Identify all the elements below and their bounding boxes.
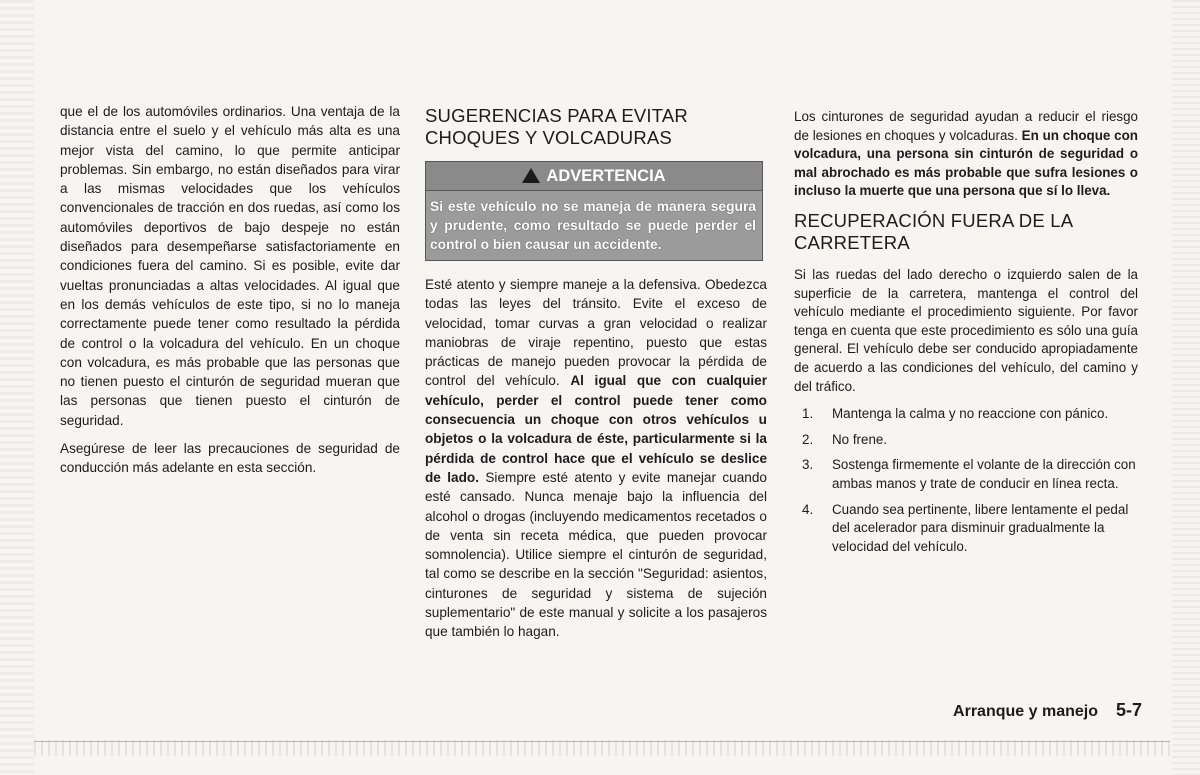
- col2-p1-normal: Esté atento y siempre maneje a la defensiva. Obedezca todas las leyes del tránsito. Evite el exceso de velocidad, tomar curvas a gran velocidad o realizar maniobras de viraje repentino, puesto que estas prácticas de manejo pueden provocar la pérdida de control del vehículo.: [425, 277, 767, 389]
- list-item: [794, 405, 1138, 424]
- step-number: 4.: [802, 501, 814, 517]
- col3-p1-bold: En un choque con volcadura, una persona sin cinturón de seguridad o mal abrochado es más probable que sufra lesiones o incluso la muerte que una persona que sí lo lleva.: [794, 127, 1138, 199]
- step-text: Cuando sea pertinente, libere lentamente el pedal del acelerador para disminuir gradualmente la velocidad del vehículo.: [832, 501, 1129, 554]
- col2-p1-bold: Al igual que con cualquier vehículo, perder el control puede tener como consecuencia un choque con otros vehículos u objetos o la volcadura de éste, particularmente si la pérdida de control hace que el vehículo se deslice de lado.: [425, 373, 767, 485]
- recovery-steps: [794, 405, 1138, 556]
- step-number: 2.: [802, 431, 814, 447]
- col2-paragraph-1: [425, 275, 767, 642]
- step-number: 1.: [802, 406, 814, 422]
- list-item: [794, 456, 1138, 493]
- col3-p1-normal: Los cinturones de seguridad ayudan a reducir el riesgo de lesiones en choques y volcaduras.: [794, 109, 1138, 143]
- warning-box: [425, 161, 763, 261]
- warning-triangle-icon: [522, 168, 540, 183]
- step-number: 3.: [802, 457, 814, 473]
- step-text: No frene.: [832, 431, 888, 447]
- warning-header: [425, 161, 763, 191]
- step-text: Sostenga firmemente el volante de la dirección con ambas manos y trate de conducir en línea recta.: [832, 457, 1136, 491]
- column-2: [425, 105, 767, 651]
- scan-edge-right: [1172, 0, 1200, 775]
- page-footer: [953, 700, 1142, 721]
- scan-edge-left: [0, 0, 34, 775]
- scan-edge-bottom: [34, 740, 1172, 756]
- column-3: [794, 108, 1138, 563]
- column-1: [60, 102, 400, 487]
- col1-paragraph-1: que el de los automóviles ordinarios. Una ventaja de la distancia entre el suelo y el vehículo más alta es una mejor vista del camino, lo que permite anticipar problemas. Sin embargo, no están diseñados para virar a las mismas velocidades que los vehículos convencionales de tracción en dos ruedas, así como los automóviles deportivos de bajo despeje no están diseñados para desempeñarse satisfactoriamente en condiciones fuera del camino. Si es posible, evite dar vueltas pronunciadas a altas velocidades. Al igual que en los demás vehículos de este tipo, si no lo maneja correctamente puede tener como resultado la pérdida de control o la volcadura del vehículo. En un choque con volcadura, es más probable que las personas que no tienen puesto el cinturón de seguridad mueran que las personas que tienen puesto el cinturón de seguridad.: [60, 104, 400, 428]
- list-item: [794, 501, 1138, 557]
- page-number: 5-7: [1115, 700, 1142, 720]
- step-text: Mantenga la calma y no reaccione con pánico.: [832, 406, 1109, 422]
- warning-text: Si este vehículo no se maneja de manera segura y prudente, como resultado se puede perder el control o bien causar un accidente.: [425, 191, 763, 261]
- col2-p1-rest: Siempre esté atento y evite manejar cuando esté cansado. Nunca menaje bajo la influencia del alcohol o drogas (incluyendo medicamentos recetados o de venta sin receta médica, que pueden provocar somnolencia). Utilice siempre el cinturón de seguridad, tal como se describe en la sección "Seguridad: asientos, cinturones de seguridad y sistema de sujeción suplementario" de este manual y solicite a los pasajeros que también lo hagan.: [425, 469, 767, 640]
- list-item: [794, 431, 1138, 450]
- warning-title: ADVERTENCIA: [546, 167, 666, 185]
- col3-paragraph-1: [794, 108, 1138, 201]
- footer-section-title: Arranque y manejo: [953, 703, 1098, 720]
- section-heading-tips: SUGERENCIAS PARA EVITAR CHOQUES Y VOLCADURAS: [425, 105, 688, 148]
- col3-paragraph-2: Si las ruedas del lado derecho o izquierdo salen de la superficie de la carretera, mantenga el control del vehículo mediante el procedimiento siguiente. Por favor tenga en cuenta que este procedimiento es sólo una guía general. El vehículo debe ser conducido apropiadamente de acuerdo a las condiciones del vehículo, del camino y del tráfico.: [794, 266, 1138, 394]
- section-heading-recovery: RECUPERACIÓN FUERA DE LA CARRETERA: [794, 209, 1073, 253]
- bottom-rule: [34, 741, 1170, 742]
- col1-paragraph-2: Asegúrese de leer las precauciones de seguridad de conducción más adelante en esta sección.: [60, 441, 400, 476]
